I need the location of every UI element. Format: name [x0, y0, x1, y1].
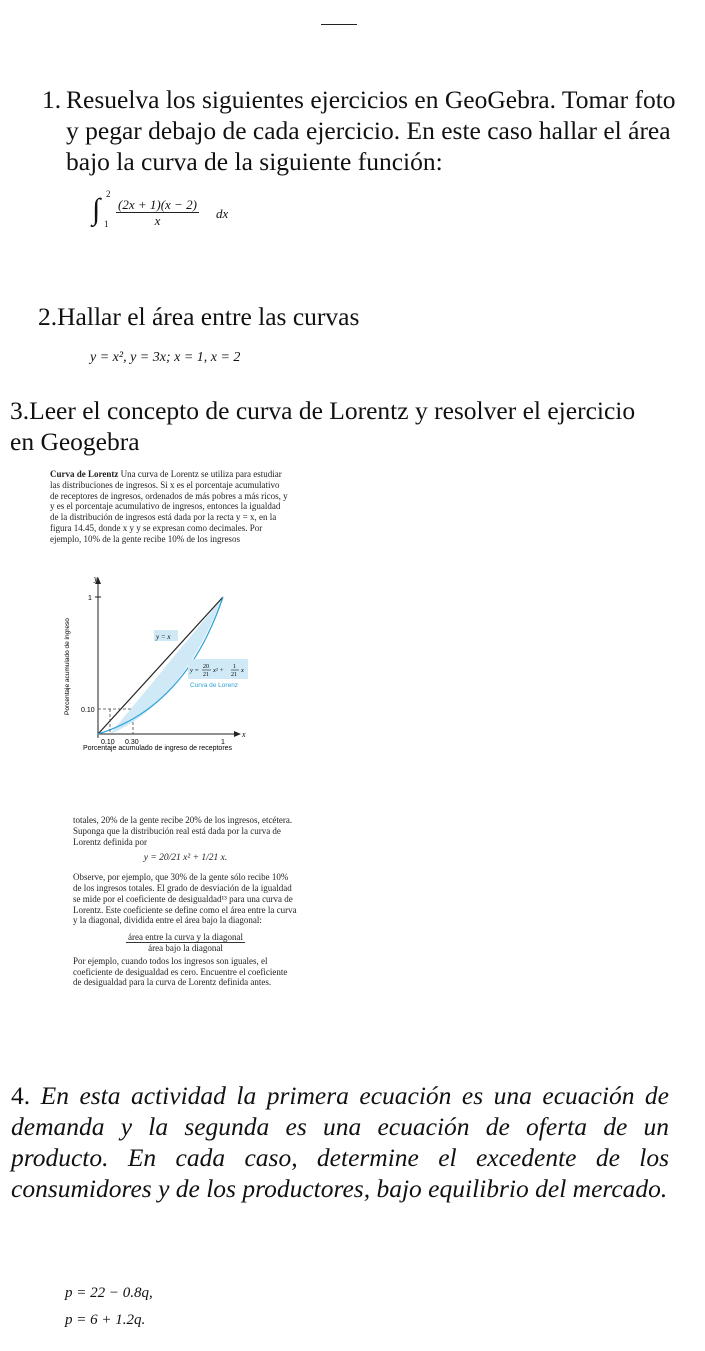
x-axis-arrow — [234, 731, 241, 737]
diagonal-label: y = x — [156, 633, 171, 641]
book-heading: Curva de Lorentz — [50, 469, 119, 479]
y-one-label: 1 — [88, 595, 92, 602]
integral-fraction — [116, 197, 199, 229]
ratio-denominator: área bajo la diagonal — [148, 942, 223, 953]
inequality-ratio — [73, 932, 298, 954]
curve-label-lhs: y = — [190, 667, 199, 674]
header-rule — [321, 24, 357, 25]
book-paragraph-4: Por ejemplo, cuando todos los ingresos son iguales, el coeficiente de desigualdad es cero. Encuentre el coeficiente de desigualdad para la curva de Lorentz definida antes. — [73, 955, 288, 988]
curve-coef1-num: 20 — [203, 664, 209, 670]
curve-coef2-num: 1 — [233, 664, 236, 670]
integral-differential: dx — [216, 206, 229, 221]
lorentz-figure — [58, 575, 268, 755]
x-tick-010: 0.10 — [101, 739, 115, 746]
demand-equation: p = 22 − 0.8q, — [65, 1285, 153, 1301]
integral-upper-limit: 2 — [106, 189, 111, 199]
y-symbol: y — [94, 575, 98, 583]
integral-denominator: x — [154, 213, 161, 228]
book-continuation — [73, 815, 298, 988]
book-paragraph-1 — [50, 469, 290, 545]
question-2-text: 2.Hallar el área entre las curvas — [38, 302, 360, 331]
integral-lower-limit: 1 — [104, 219, 109, 229]
x-tick-030: 0.30 — [125, 739, 139, 746]
question-1-number: 1. — [42, 85, 62, 114]
question-1 — [42, 84, 682, 177]
question-1-text: Resuelva los siguientes ejercicios en GeoGebra. Tomar foto y pegar debajo de cada ejercicio. En este caso hallar el área bajo la curva de la siguiente función: — [66, 85, 676, 176]
integral-sign: ∫ — [92, 193, 101, 226]
curve-coef1-den: 21 — [203, 672, 209, 678]
question-2-equation: y = x², y = 3x; x = 1, x = 2 — [90, 350, 241, 365]
x-axis-title: Porcentaje acumulado de ingreso de receptores — [83, 745, 233, 752]
question-3-text: 3.Leer el concepto de curva de Lorentz y resolver el ejercicio en Geogebra — [10, 396, 636, 456]
y-axis-title: Porcentaje acumulado de ingreso — [64, 618, 71, 715]
ratio-numerator: área entre la curva y la diagonal — [128, 932, 243, 943]
question-4-text: En esta actividad la primera ecuación es una ecuación de demanda y la segunda es una ecuación de oferta de un producto. En cada caso, determine el excedente de los consumidores y de los productores, bajo equilibrio del mercado. — [11, 1081, 669, 1203]
question-4-equations — [65, 1280, 153, 1334]
curve-term1: x² + — [213, 667, 224, 674]
x-one-label: 1 — [221, 739, 225, 746]
curve-term2: x — [241, 667, 244, 674]
book-paragraph-2: totales, 20% de la gente recibe 20% de los ingresos, etcétera. Suponga que la distribución real está dada por la curva de Lorentz definida por — [73, 815, 293, 847]
question-4 — [11, 1080, 669, 1204]
book-paragraph-1-text: Una curva de Lorentz se utiliza para estudiar las distribuciones de ingresos. Si x es el porcentaje acumulativo de receptores de ingresos, ordenados de más pobres a más ricos, y y es el porcentaje acumulativo de ingresos, entonces la igualdad de la distribución de ingresos está dada por la recta y = x, en la figura 14.45, donde x y y se expresan como decimales. Por ejemplo, 10% de la gente recibe 10% de los ingresos — [50, 469, 288, 544]
integral-numerator: (2x + 1)(x − 2) — [118, 197, 197, 212]
book-paragraph-3: Observe, por ejemplo, que 30% de la gente sólo recibe 10% de los ingresos totales. El grado de desviación de la igualdad se mide por el coeficiente de desigualdad¹³ para una curva de Lorentz. Este coeficiente se define como el área entre la curva y la diagonal, dividida entre el área bajo la diagonal: — [73, 872, 297, 926]
y-tick-010: 0.10 — [81, 707, 95, 714]
x-symbol: x — [242, 730, 246, 739]
curve-coef2-den: 21 — [231, 672, 237, 678]
question-4-number: 4. — [11, 1081, 31, 1110]
supply-equation: p = 6 + 1.2q. — [65, 1312, 146, 1328]
curve-name: Curva de Lorenz — [190, 682, 239, 689]
book-equation: y = 20/21 x² + 1/21 x. — [143, 853, 228, 864]
